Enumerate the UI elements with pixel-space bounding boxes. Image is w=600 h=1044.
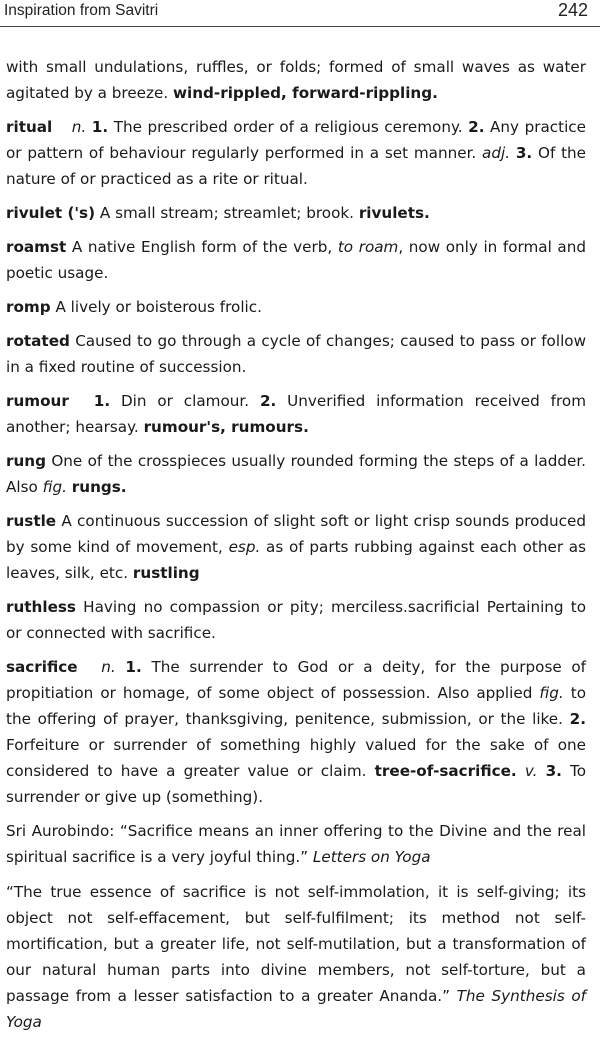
entry-romp	[6, 294, 586, 320]
italic-word: fig.	[539, 684, 564, 702]
quote-source: The Synthesis of Yoga	[6, 987, 587, 1031]
bold-forms: rustling	[132, 564, 200, 582]
term-headword: rumour	[6, 392, 69, 410]
italic-word: esp.	[228, 538, 261, 556]
bold-forms: rumour's, rumours.	[143, 418, 309, 436]
page-header	[0, 0, 600, 30]
glossary-content	[6, 54, 586, 1044]
quote-source: Letters on Yoga	[312, 848, 431, 866]
definition: Din or clamour.	[120, 392, 250, 410]
sense-number: 2.	[569, 710, 586, 728]
page-number: 242	[557, 0, 588, 20]
definition: A small stream; streamlet; brook.	[99, 204, 354, 222]
entry-rumour	[6, 388, 586, 440]
sense-number: 1.	[91, 118, 109, 136]
part-of-speech: n.	[101, 658, 116, 676]
term-headword: rustle	[6, 512, 57, 530]
part-of-speech: adj.	[482, 144, 511, 162]
term-headword: ritual	[6, 118, 53, 136]
entry-rotated	[6, 328, 586, 380]
quote-synthesis-of-yoga	[6, 879, 586, 1035]
header-rule	[0, 26, 600, 27]
part-of-speech: n.	[71, 118, 87, 136]
quote-text: “The true essence of sacrifice is not self-immolation, it is self-giving; its object not self-effacement, but self-fulfilment; its method not self-mortification, but a greater life, not self-mutilation, but a transformation of our natural human parts into divine members, not self-torture, but a passage from a lesser satisfaction to a greater Ananda.”	[6, 883, 586, 1005]
italic-word: to roam	[337, 238, 399, 256]
definition: A lively or boisterous frolic.	[55, 298, 262, 316]
sense-number: 3.	[515, 144, 533, 162]
definition: One of the crosspieces usually rounded forming the steps of a ladder. Also	[6, 452, 587, 496]
definition: Having no compassion or pity; merciless.sacrificial Pertaining to or connected with sacrifice.	[6, 598, 587, 642]
term-headword: ruthless	[6, 598, 76, 616]
quote-text: Sri Aurobindo: “Sacrifice means an inner offering to the Divine and the real spiritual sacrifice is a very joyful thing.”	[6, 822, 586, 866]
running-title: Inspiration from Savitri	[4, 2, 159, 19]
entry-rustle	[6, 508, 586, 586]
definition: Any practice or pattern of behaviour regularly performed in a set manner.	[6, 118, 586, 162]
entry-sacrifice	[6, 654, 586, 810]
entry-ruthless	[6, 594, 586, 646]
definition: A native English form of the verb,	[71, 238, 333, 256]
definition: To surrender or give up (something).	[6, 762, 587, 806]
italic-word: fig.	[42, 478, 67, 496]
entry-continuation	[6, 54, 586, 106]
sense-number: 1.	[93, 392, 111, 410]
continuation-definition: with small undulations, ruffles, or folds; formed of small waves as water agitated by a breeze.	[6, 58, 586, 102]
definition: A continuous succession of slight soft or light crisp sounds produced by some kind of movement,	[6, 512, 587, 556]
term-headword: roamst	[6, 238, 67, 256]
term-headword: rivulet ('s)	[6, 204, 96, 222]
sense-number: 2.	[259, 392, 277, 410]
term-headword: romp	[6, 298, 51, 316]
definition: Of the nature of or practiced as a rite or ritual.	[6, 144, 587, 188]
bold-forms: rivulets.	[358, 204, 430, 222]
term-headword: rung	[6, 452, 46, 470]
entry-roamst	[6, 234, 586, 286]
sense-number: 2.	[468, 118, 485, 136]
entry-ritual	[6, 114, 586, 192]
definition: to the offering of prayer, thanksgiving, penitence, submission, or the like.	[6, 684, 586, 728]
bold-forms: tree-of-sacrifice.	[374, 762, 517, 780]
bold-forms: wind-rippled, forward-rippling.	[173, 84, 438, 102]
entry-rivulet	[6, 200, 586, 226]
definition: The surrender to God or a deity, for the purpose of propitiation or homage, of some object of possession. Also applied	[6, 658, 587, 702]
entry-rung	[6, 448, 586, 500]
sense-number: 1.	[125, 658, 142, 676]
definition: The prescribed order of a religious ceremony.	[113, 118, 463, 136]
sense-number: 3.	[545, 762, 562, 780]
part-of-speech: v.	[524, 762, 538, 780]
definition: , now only in formal and poetic usage.	[6, 238, 587, 282]
definition: as of parts rubbing against each other as leaves, silk, etc.	[6, 538, 587, 582]
quote-letters-on-yoga	[6, 818, 586, 870]
term-headword: sacrifice	[6, 658, 78, 676]
definition: Forfeiture or surrender of something highly valued for the sake of one considered to have a greater value or claim.	[6, 736, 586, 780]
definition: Unverified information received from another; hearsay.	[6, 392, 587, 436]
bold-forms: rungs.	[71, 478, 127, 496]
term-headword: rotated	[6, 332, 70, 350]
definition: Caused to go through a cycle of changes; caused to pass or follow in a fixed routine of succession.	[6, 332, 586, 376]
